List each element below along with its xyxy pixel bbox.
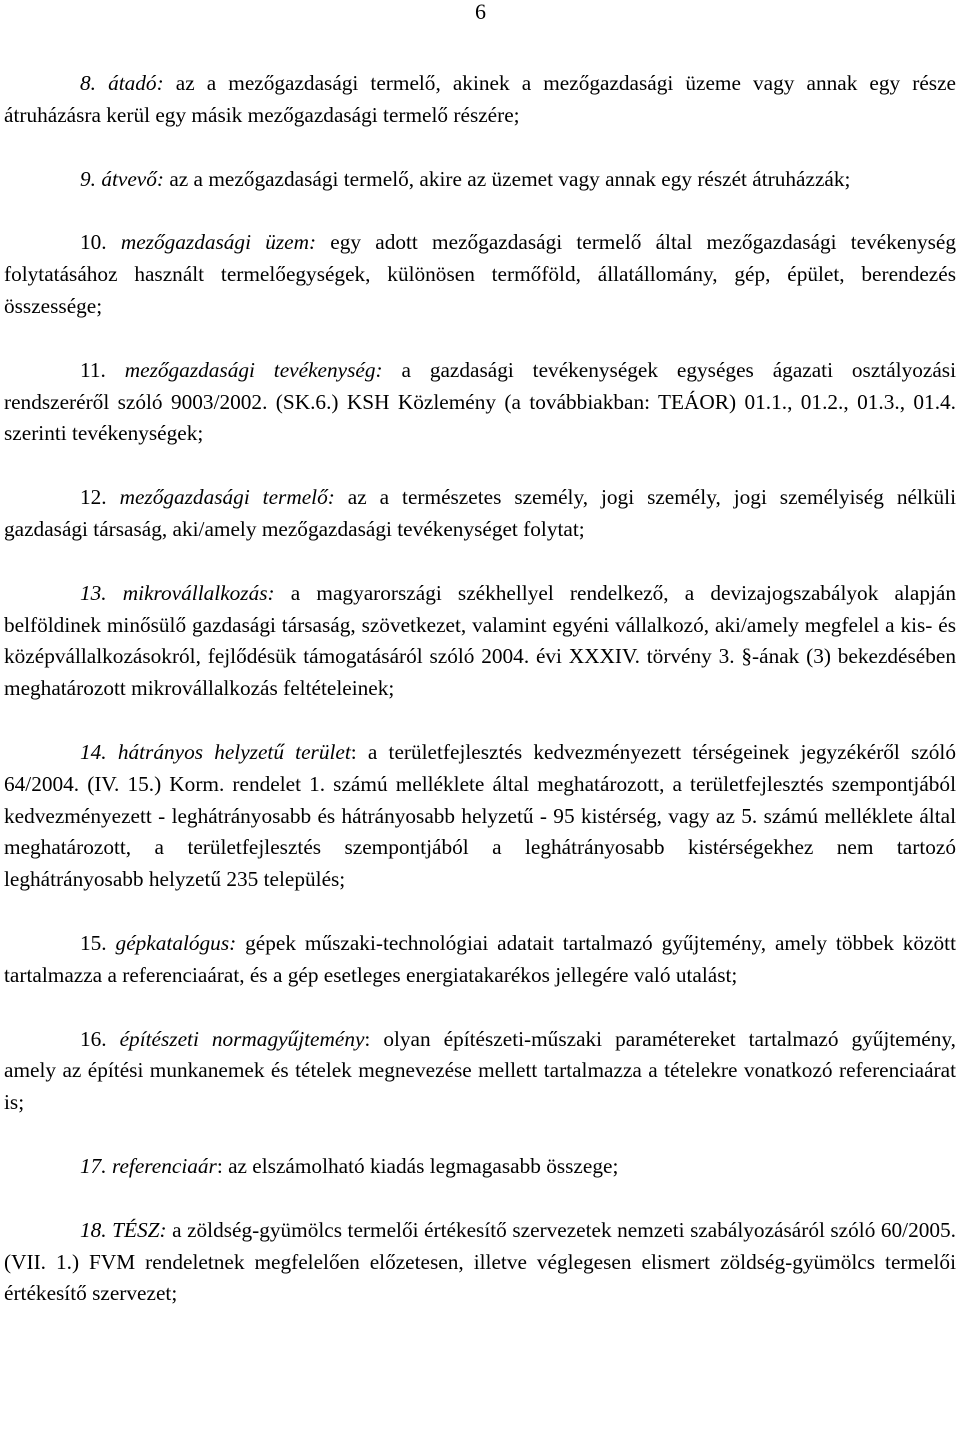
definition-text: egy adott mezőgazdasági termelő által mezőgazdasági tevékenység folytatásához használt termelőegységek, különösen termőföld, állatállomány, gép, épület, berendezés összessége; xyxy=(4,230,957,318)
definition-16 xyxy=(4,1024,956,1119)
definition-term: referenciaár xyxy=(111,1153,217,1178)
definition-term: átadó: xyxy=(108,71,164,95)
definition-term: építészeti normagyűjtemény xyxy=(119,1026,365,1051)
definition-text: a zöldség-gyümölcs termelői értékesítő szervezetek nemzeti szabályozásáról szóló 60/2005.(VII. 1.) FVM rendeletnek megfelelően előzetesen, illetve véglegesen elismert zöldség-gyümölcs termelői értékesítő szervezet; xyxy=(4,1217,956,1306)
definition-text: az a mezőgazdasági termelő, akire az üzemet vagy annak egy részét átruházzák; xyxy=(169,166,851,191)
definition-number: 14. xyxy=(80,739,107,764)
definition-text: : a területfejlesztés kedvezményezett térségeinek jegyzékéről szóló 64/2004. (IV. 15.) Korm. rendelet 1. számú melléklete által meghatározott, a területfejlesztés szempontjából kedvezményezett - leghátrányosabb és hátrányosabb helyzetű - 95 kistérség, vagy az 5. számú melléklete által meghatározott, a területfejlesztés szempontjából a leghátrányosabb kistérségekhez nem tartozó leghátrányosabb helyzetű 235 település; xyxy=(4,739,956,892)
definition-text: gépek műszaki-technológiai adatait tartalmazó gyűjtemény, amely többek között tartalmazza a referenciaárat, és a gép esetleges energiatakarékos jellegére való utalást; xyxy=(4,930,957,987)
definition-term: mezőgazdasági tevékenység: xyxy=(124,357,383,382)
definition-10 xyxy=(4,227,956,322)
definition-text: a magyarországi székhellyel rendelkező, a devizajogszabályok alapján belföldinek minősülő gazdasági társaság, szövetkezet, valamint egyéni vállalkozó, aki/amely megfelel a kis- és középvállalkozásokról, fejlődésük támogatásáról szóló 2004. évi XXXIV. törvény 3. §-ának (3) bekezdésében meghatározott mikrovállalkozás feltételeinek; xyxy=(4,580,957,701)
definition-9 xyxy=(4,164,956,196)
page-number: 6 xyxy=(475,0,486,24)
definition-term: hátrányos helyzetű terület xyxy=(117,739,351,764)
definition-8 xyxy=(4,68,956,132)
definition-15 xyxy=(4,928,956,992)
definition-number: 9. xyxy=(80,166,96,191)
definition-text: : az elszámolható kiadás legmagasabb összege; xyxy=(216,1153,619,1178)
definition-text: az a mezőgazdasági termelő, akinek a mezőgazdasági üzeme vagy annak egy része átruházásra kerül egy másik mezőgazdasági termelő részére; xyxy=(4,71,956,127)
definition-text: : olyan építészeti-műszaki paramétereket tartalmazó gyűjtemény, amely az építési munkanemek és tételek megnevezése mellett tartalmazza a tételekre vonatkozó referenciaárat is; xyxy=(4,1026,956,1115)
definition-term: mezőgazdasági termelő: xyxy=(119,485,335,510)
definition-number: 10. xyxy=(80,230,107,255)
document-body xyxy=(4,68,956,1342)
definition-term: mikrovállalkozás: xyxy=(122,580,275,605)
definition-number: 8. xyxy=(80,71,96,95)
definition-term: mezőgazdasági üzem: xyxy=(120,230,317,255)
definition-14 xyxy=(4,737,956,896)
definition-number: 13. xyxy=(80,580,107,605)
definition-number: 18. xyxy=(80,1217,107,1242)
definition-11 xyxy=(4,355,956,450)
definition-text: a gazdasági tevékenységek egységes ágazati osztályozási rendszeréről szóló 9003/2002. (SK.6.) KSH Közlemény (a továbbiakban: TEÁOR) 01.1., 01.2., 01.3., 01.4. szerinti tevékenységek; xyxy=(4,357,956,446)
definition-text: az a természetes személy, jogi személy, jogi személyiség nélküli gazdasági társaság, aki/amely mezőgazdasági tevékenységet folytat; xyxy=(4,485,956,541)
definition-17 xyxy=(4,1151,956,1183)
definition-number: 17. xyxy=(80,1153,107,1178)
definition-term: átvevő: xyxy=(101,166,164,191)
definition-number: 11. xyxy=(80,357,106,382)
definition-number: 16. xyxy=(80,1026,107,1051)
definition-term: gépkatalógus: xyxy=(115,930,237,955)
definition-number: 12. xyxy=(80,485,107,510)
definition-number: 15. xyxy=(80,930,107,955)
definition-12 xyxy=(4,482,956,546)
definition-13 xyxy=(4,578,956,705)
definition-18 xyxy=(4,1215,956,1310)
definition-term: TÉSZ: xyxy=(112,1217,167,1242)
